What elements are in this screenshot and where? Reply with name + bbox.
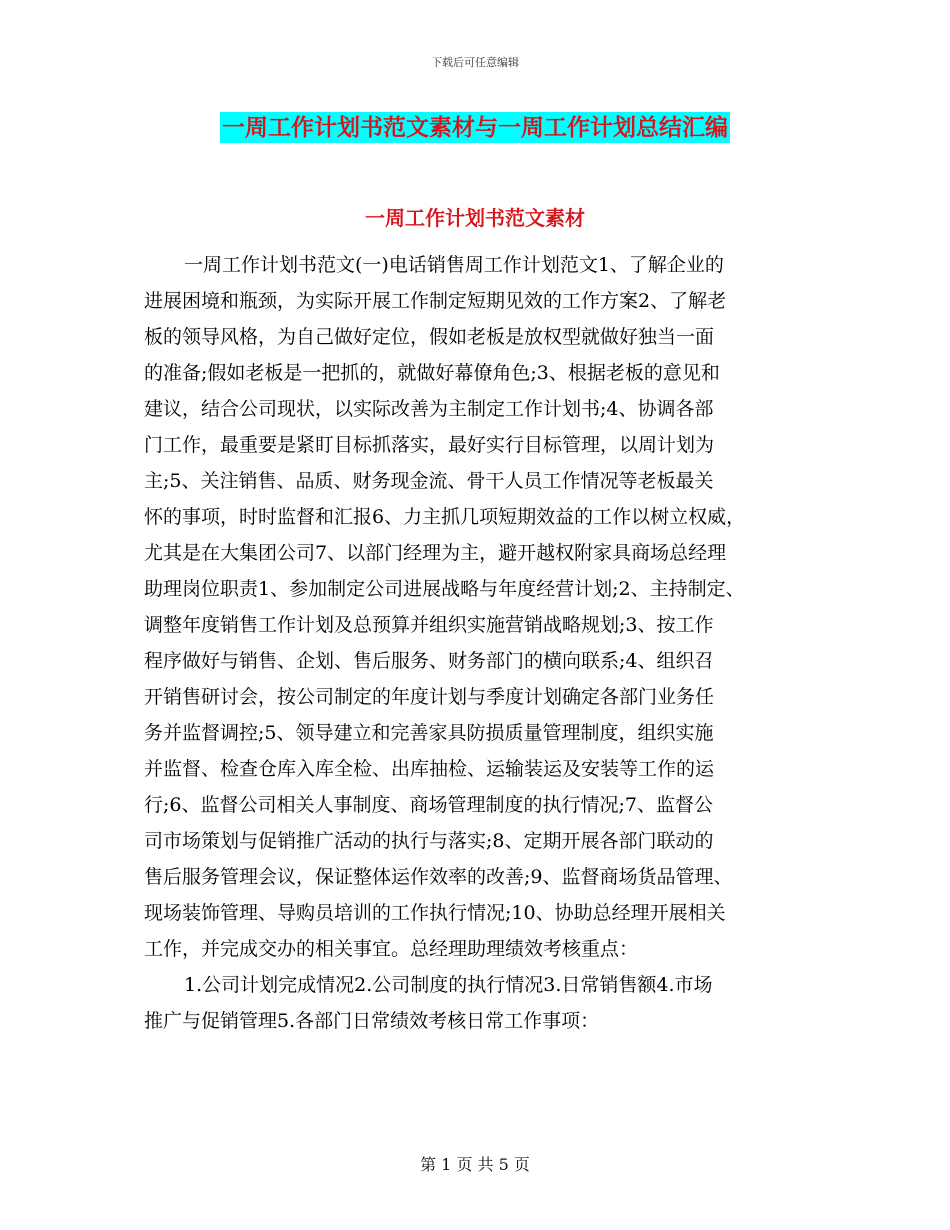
- paragraph-1-line: 现场装饰管理、导购员培训的工作执行情况;10、协助总经理开展相关: [144, 902, 726, 924]
- main-title-wrap: [0, 112, 950, 143]
- paragraph-1-line: 门工作，最重要是紧盯目标抓落实，最好实行目标管理，以周计划为: [144, 434, 715, 456]
- paragraph-1-line: 一周工作计划书范文(一)电话销售周工作计划范文1、了解企业的: [184, 254, 724, 276]
- section-title: 一周工作计划书范文素材: [365, 206, 585, 230]
- paragraph-2-line: 推广与促销管理5.各部门日常绩效考核日常工作事项：: [144, 1010, 600, 1032]
- paragraph-1-line: 并监督、检查仓库入库全检、出库抽检、运输装运及安装等工作的运: [144, 758, 715, 780]
- paragraph-2-line: 1.公司计划完成情况2.公司制度的执行情况3.日常销售额4.市场: [184, 974, 713, 996]
- paragraph-1-line: 主;5、关注销售、品质、财务现金流、骨干人员工作情况等老板最关: [144, 470, 714, 492]
- paragraph-1-line: 的准备;假如老板是一把抓的，就做好幕僚角色;3、根据老板的意见和: [144, 362, 720, 384]
- body-text: [144, 247, 824, 1039]
- paragraph-1-line: 建议，结合公司现状，以实际改善为主制定工作计划书;4、协调各部: [144, 398, 714, 420]
- paragraph-1-line: 务并监督调控;5、领导建立和完善家具防损质量管理制度，组织实施: [144, 722, 714, 744]
- main-title: 一周工作计划书范文素材与一周工作计划总结汇编: [222, 114, 728, 141]
- paragraph-1-line: 尤其是在大集团公司7、以部门经理为主，避开越权附家具商场总经理: [144, 542, 727, 564]
- paragraph-1-line: 行;6、监督公司相关人事制度、商场管理制度的执行情况;7、监督公: [144, 794, 713, 816]
- paragraph-1-line: 开销售研讨会，按公司制定的年度计划与季度计划确定各部门业务任: [144, 686, 715, 708]
- paragraph-1-line: 工作，并完成交办的相关事宜。总经理助理绩效考核重点：: [144, 938, 639, 960]
- paragraph-1-line: 板的领导风格，为自己做好定位，假如老板是放权型就做好独当一面: [144, 326, 715, 348]
- paragraph-1-line: 调整年度销售工作计划及总预算并组织实施营销战略规划;3、按工作: [144, 614, 714, 636]
- paragraph-1-line: 助理岗位职责1、参加制定公司进展战略与年度经营计划;2、主持制定、: [144, 578, 745, 600]
- paragraph-1-line: 怀的事项，时时监督和汇报6、力主抓几项短期效益的工作以树立权威，: [144, 506, 746, 528]
- page-footer: 第 1 页 共 5 页: [420, 1155, 530, 1174]
- paragraph-1-line: 进展困境和瓶颈，为实际开展工作制定短期见效的工作方案2、了解老: [144, 290, 727, 312]
- paragraph-1-line: 程序做好与销售、企划、售后服务、财务部门的横向联系;4、组织召: [144, 650, 714, 672]
- header-note: 下载后可任意编辑: [431, 56, 519, 69]
- paragraph-1-line: 售后服务管理会议，保证整体运作效率的改善;9、监督商场货品管理、: [144, 866, 733, 888]
- paragraph-1-line: 司市场策划与促销推广活动的执行与落实;8、定期开展各部门联动的: [144, 830, 714, 852]
